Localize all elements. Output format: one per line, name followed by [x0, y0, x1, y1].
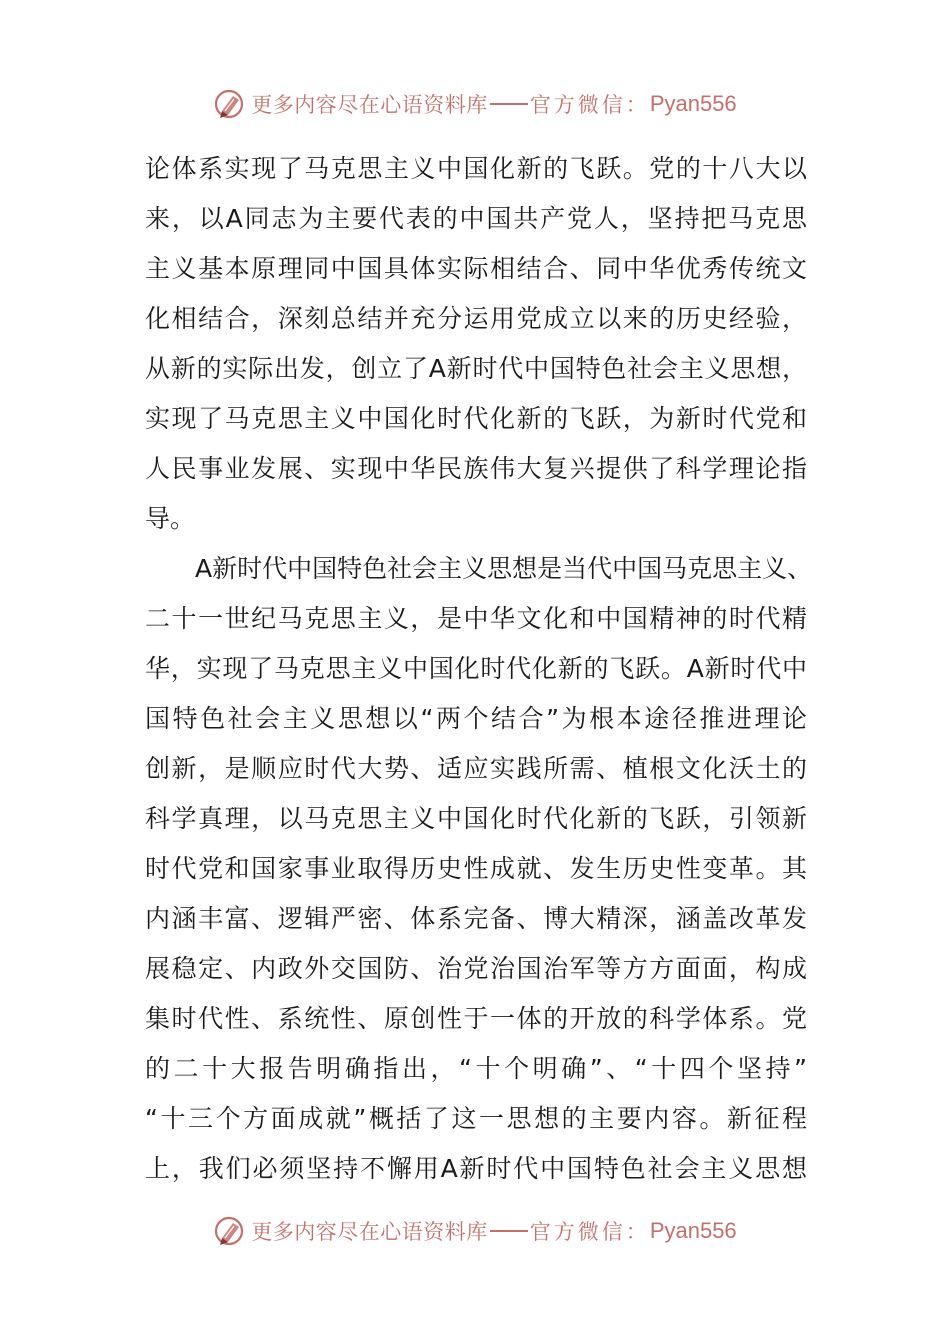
paragraph-1 — [145, 144, 807, 544]
text-line: A新时代中国特色社会主义思想是当代中国马克思主义、 — [195, 554, 813, 583]
header-banner — [0, 82, 950, 126]
footer-label: 官方微信： — [529, 1220, 650, 1244]
text-line: 人民事业发展、实现中华民族伟大复兴提供了科学理论指 — [145, 454, 807, 483]
text-line: 从新的实际出发，创立了A新时代中国特色社会主义思想， — [145, 354, 807, 383]
text-line: 二十一世纪马克思主义，是中华文化和中国精神的时代精 — [145, 604, 807, 633]
text-line: 集时代性、系统性、原创性于一体的开放的科学体系。党 — [145, 1004, 807, 1033]
footer-banner — [0, 1209, 950, 1253]
header-wechat-id: Pyan556 — [649, 91, 737, 116]
text-line: 上，我们必须坚持不懈用A新时代中国特色社会主义思想 — [145, 1154, 807, 1183]
header-site-text: 更多内容尽在心语资料库 — [251, 93, 488, 117]
text-line: 实现了马克思主义中国化时代化新的飞跃，为新时代党和 — [145, 404, 807, 433]
text-line: 来，以A同志为主要代表的中国共产党人，坚持把马克思 — [145, 204, 807, 233]
text-line: 主义基本原理同中国具体实际相结合、同中华优秀传统文 — [145, 254, 807, 283]
pen-nib-logo-icon — [213, 1214, 247, 1248]
text-line: 时代党和国家事业取得历史性成就、发生历史性变革。其 — [145, 854, 807, 883]
header-dash — [490, 103, 528, 105]
text-line: 创新，是顺应时代大势、适应实践所需、植根文化沃土的 — [145, 754, 807, 783]
text-line: 的二十大报告明确指出，“十个明确”、“十四个坚持” — [145, 1054, 807, 1083]
paragraph-2 — [145, 544, 813, 1194]
header-label: 官方微信： — [529, 93, 650, 117]
text-line: 论体系实现了马克思主义中国化新的飞跃。党的十八大以 — [145, 154, 807, 183]
document-body — [145, 144, 813, 1194]
text-line: 科学真理，以马克思主义中国化时代化新的飞跃，引领新 — [145, 804, 807, 833]
text-line: 化相结合，深刻总结并充分运用党成立以来的历史经验， — [145, 304, 807, 333]
text-line: 导。 — [145, 504, 196, 533]
text-line: “十三个方面成就”概括了这一思想的主要内容。新征程 — [145, 1104, 807, 1133]
pen-nib-logo-icon — [213, 87, 247, 121]
footer-wechat-id: Pyan556 — [649, 1218, 737, 1243]
text-line: 内涵丰富、逻辑严密、体系完备、博大精深，涵盖改革发 — [145, 904, 807, 933]
text-line: 国特色社会主义思想以“两个结合”为根本途径推进理论 — [145, 704, 807, 733]
text-line: 华，实现了马克思主义中国化时代化新的飞跃。A新时代中 — [145, 654, 807, 683]
footer-site-text: 更多内容尽在心语资料库 — [251, 1220, 488, 1244]
text-line: 展稳定、内政外交国防、治党治国治军等方方面面，构成 — [145, 954, 807, 983]
footer-dash — [490, 1230, 528, 1232]
